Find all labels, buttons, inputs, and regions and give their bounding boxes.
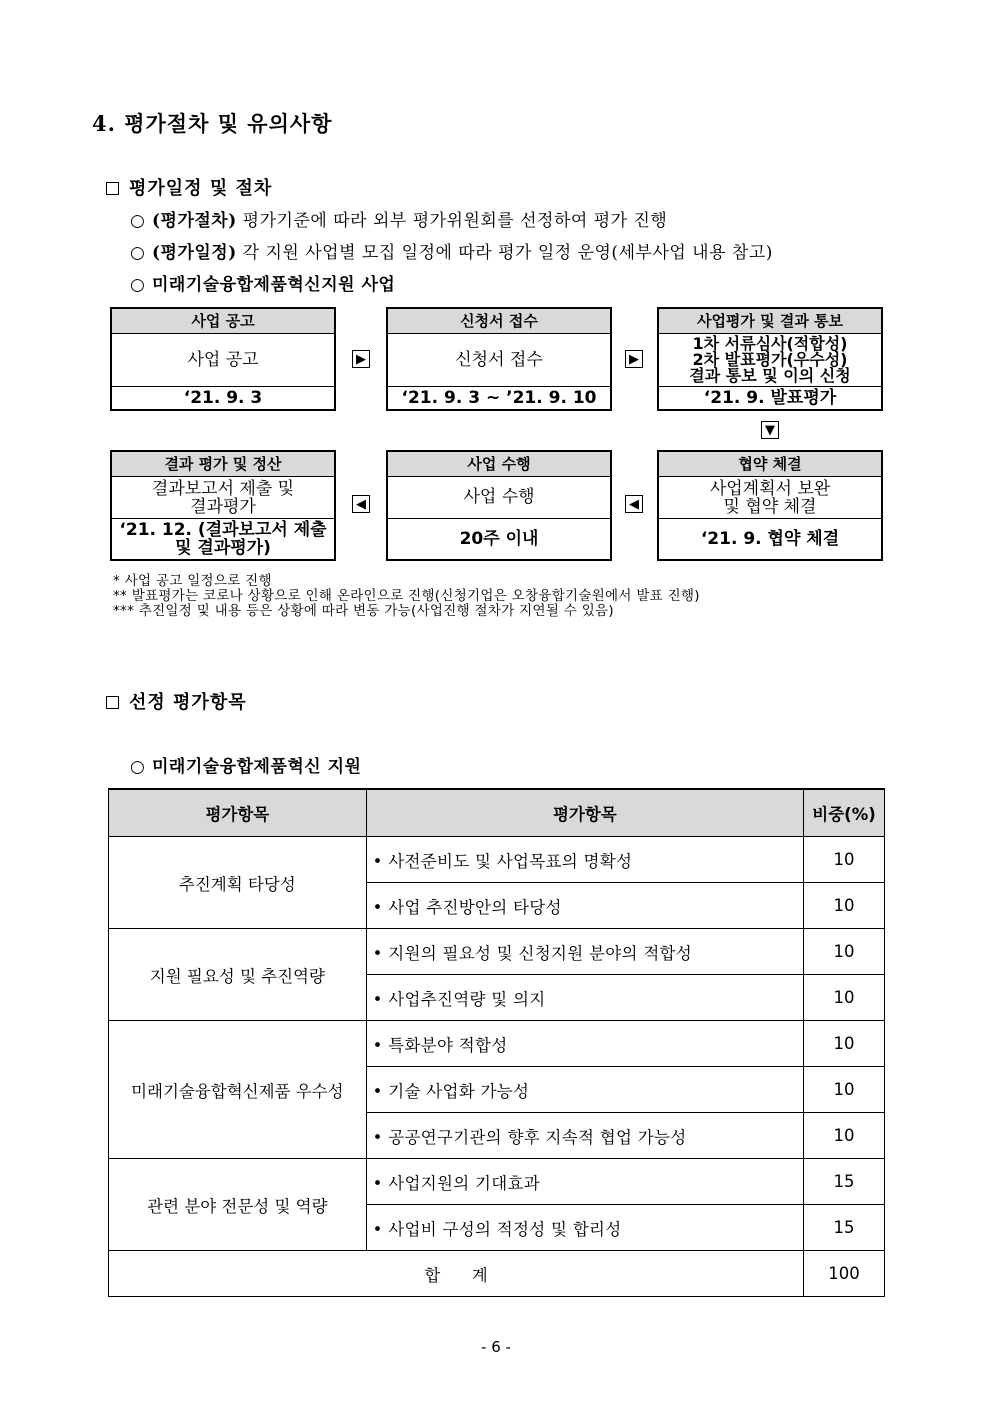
flow-box-header: 사업 공고 [112,309,334,334]
page-number: - 6 - [481,1338,511,1356]
subsection-title-text: 평가일정 및 절차 [129,178,273,199]
item-cell [366,1159,803,1205]
header-item: 평가항목 [366,789,803,837]
item-text: 기술 사업화 가능성 [388,1081,530,1101]
weight-cell: 10 [804,975,885,1021]
header-weight: 비중(%) [804,789,885,837]
dot-bullet-icon: • [372,851,383,871]
bullet-label: (평가절차) [152,211,237,231]
flow-box-settlement [110,450,336,561]
flow-footer-line: ‘21. 12. (결과보고서 제출 [119,520,327,540]
flow-body-line: 1차 서류심사(적합성) [692,334,848,353]
flow-box-footer: 20주 이내 [459,529,539,549]
footnote: *** 추진일정 및 내용 등은 상황에 따라 변동 가능(사업진행 절차가 지연될 수 있음) [113,603,614,619]
item-cell [366,1067,803,1113]
weight-cell: 10 [804,1067,885,1113]
flow-box-evaluation [657,307,883,411]
circle-bullet-icon: ○ [130,757,146,777]
category-cell: 관련 분야 전문성 및 역량 [109,1159,367,1251]
item-cell [366,975,803,1021]
item-text: 특화분야 적합성 [388,1035,508,1055]
total-label: 합 계 [109,1251,804,1297]
flow-body-line: 사업계획서 보완 [709,478,831,499]
flow-box-body: 사업 공고 [112,334,334,387]
flow-box-footer: ‘21. 9. 협약 체결 [700,529,840,549]
dot-bullet-icon: • [372,943,383,963]
arrow-right-icon: ▶ [625,350,643,368]
flow-box-execution [386,450,612,561]
footnote: * 사업 공고 일정으로 진행 [113,573,272,589]
flow-body-line: 결과보고서 제출 및 [151,478,295,499]
flow-box-header: 협약 체결 [659,452,881,477]
flow-box-footer: ‘21. 9. 3 ~ ’21. 9. 10 [401,388,597,408]
flow-box-footer [112,519,334,559]
dot-bullet-icon: • [372,1081,383,1101]
flow-box-announcement [110,307,336,411]
flow-box-application [386,307,612,411]
checkbox-square-icon [106,182,119,195]
flow-box-body [659,334,881,387]
bullet-eval-procedure [130,206,667,231]
dot-bullet-icon: • [372,1173,383,1193]
flow-box-footer: ‘21. 9. 발표평가 [703,388,837,408]
subsection-title-schedule [106,174,272,200]
arrow-left-icon: ◀ [625,495,643,513]
weight-cell: 10 [804,929,885,975]
table-row [109,1159,885,1205]
bullet-table-title [130,752,361,777]
item-text: 사전준비도 및 사업목표의 명확성 [388,851,633,871]
arrow-down-icon: ▼ [761,421,779,439]
item-text: 사업지원의 기대효과 [388,1173,540,1193]
bullet-text: 평가기준에 따라 외부 평가위원회를 선정하여 평가 진행 [236,211,668,231]
item-cell [366,883,803,929]
weight-cell: 10 [804,837,885,883]
flow-box-header: 신청서 접수 [388,309,610,334]
table-row [109,929,885,975]
item-cell [366,1205,803,1251]
header-category: 평가항목 [109,789,367,837]
section-title: 4. 평가절차 및 유의사항 [92,111,333,136]
bullet-label: 미래기술융합제품혁신지원 사업 [152,275,396,295]
bullet-text: 미래기술융합제품혁신 지원 [152,757,362,777]
footnote: ** 발표평가는 코로나 상황으로 인해 온라인으로 진행(신청기업은 오창융합기술원에서 발표 진행) [113,588,700,604]
circle-bullet-icon: ○ [130,211,146,231]
table-total-row [109,1251,885,1297]
flow-box-body: 사업 수행 [388,477,610,519]
arrow-left-icon: ◀ [352,495,370,513]
table-row [109,837,885,883]
category-cell: 미래기술융합혁신제품 우수성 [109,1021,367,1159]
dot-bullet-icon: • [372,1035,383,1055]
flow-box-header: 사업평가 및 결과 통보 [659,309,881,334]
flow-body-line: 결과평가 [190,496,256,517]
evaluation-table [108,788,885,1297]
item-text: 사업비 구성의 적정성 및 합리성 [388,1219,622,1239]
weight-cell: 15 [804,1205,885,1251]
flow-box-header: 사업 수행 [388,452,610,477]
category-cell: 추진계획 타당성 [109,837,367,929]
item-text: 지원의 필요성 및 신청지원 분야의 적합성 [388,943,693,963]
category-cell: 지원 필요성 및 추진역량 [109,929,367,1021]
flow-box-body: 신청서 접수 [388,334,610,387]
item-text: 사업 추진방안의 타당성 [388,897,562,917]
flow-box-agreement [657,450,883,561]
subsection-title-text: 선정 평가항목 [129,692,247,713]
item-cell [366,929,803,975]
item-cell [366,837,803,883]
flow-box-body [112,477,334,519]
weight-cell: 15 [804,1159,885,1205]
dot-bullet-icon: • [372,989,383,1009]
flow-footer-line: 및 결과평가) [175,538,271,558]
flow-box-body [659,477,881,519]
weight-cell: 10 [804,883,885,929]
weight-cell: 10 [804,1113,885,1159]
bullet-program-name [130,270,395,295]
dot-bullet-icon: • [372,897,383,917]
flow-box-footer: ‘21. 9. 3 [183,388,263,408]
dot-bullet-icon: • [372,1127,383,1147]
checkbox-square-icon [106,696,119,709]
table-row [109,1021,885,1067]
item-cell [366,1021,803,1067]
flow-body-line: 및 협약 체결 [723,496,817,517]
dot-bullet-icon: • [372,1219,383,1239]
item-text: 사업추진역량 및 의지 [388,989,546,1009]
bullet-eval-schedule [130,238,773,263]
circle-bullet-icon: ○ [130,275,146,295]
flow-body-line: 2차 발표평가(우수성) [692,350,848,369]
table-header-row [109,789,885,837]
arrow-right-icon: ▶ [352,350,370,368]
total-value: 100 [804,1251,885,1297]
footnotes [113,574,700,619]
subsection-title-criteria [106,688,247,714]
item-text: 공공연구기관의 향후 지속적 협업 가능성 [388,1127,687,1147]
weight-cell: 10 [804,1021,885,1067]
flow-body-line: 결과 통보 및 이의 신청 [689,366,851,385]
bullet-text: 각 지원 사업별 모집 일정에 따라 평가 일정 운영(세부사업 내용 참고) [236,243,773,263]
item-cell [366,1113,803,1159]
circle-bullet-icon: ○ [130,243,146,263]
flow-box-header: 결과 평가 및 정산 [112,452,334,477]
bullet-label: (평가일정) [152,243,237,263]
